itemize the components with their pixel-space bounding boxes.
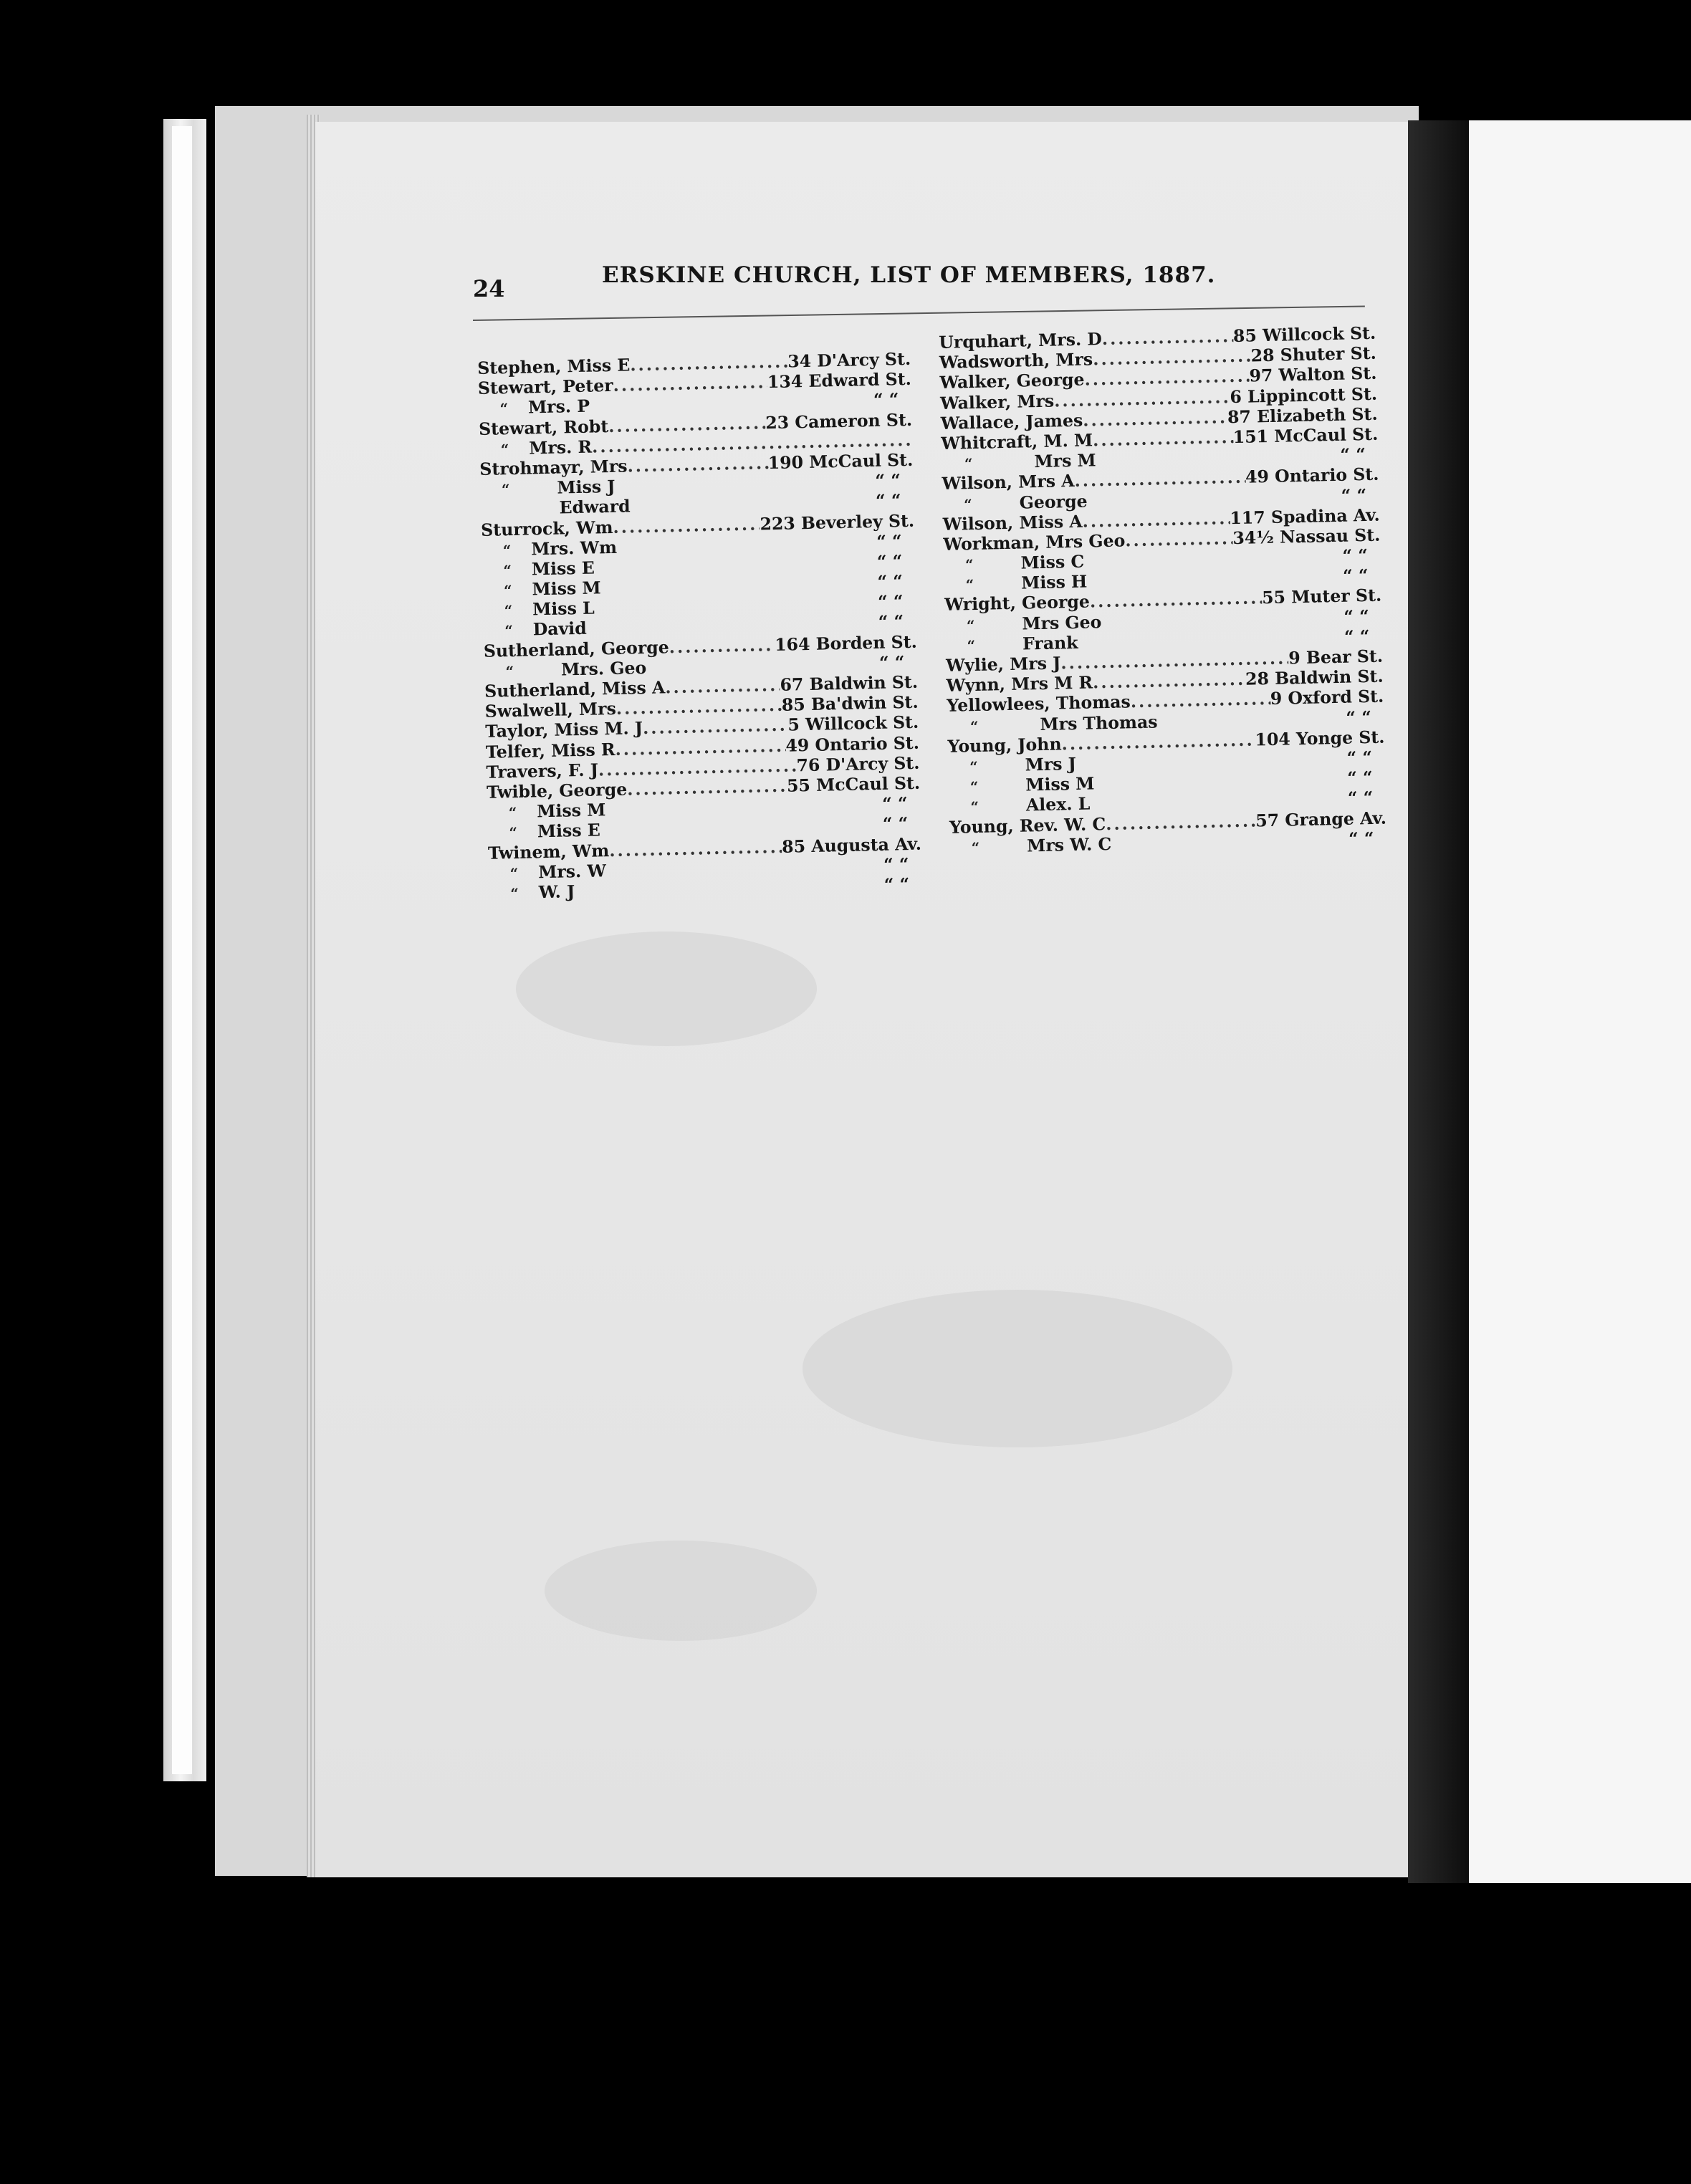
member-name <box>489 881 575 904</box>
member-name-text: Miss M <box>1025 773 1095 795</box>
member-name-text: Young, John <box>947 734 1062 757</box>
facing-page <box>1469 120 1691 1883</box>
member-name <box>488 840 610 863</box>
member-name-text: Wylie, Mrs J <box>945 653 1061 676</box>
members-column-right <box>939 323 1387 858</box>
leader-dots <box>609 836 782 860</box>
member-address: 55 Muter St. <box>1261 585 1382 608</box>
member-address: 85 Ba'dwin St. <box>781 691 919 716</box>
member-address: 151 McCaul St. <box>1232 423 1379 448</box>
member-address: 9 Oxford St. <box>1270 686 1384 709</box>
member-address: “ “ <box>882 813 909 835</box>
member-address: “ “ <box>1347 787 1374 809</box>
member-name-text: Miss E <box>537 820 601 842</box>
member-name <box>488 861 606 884</box>
ditto-mark: “ <box>504 602 513 620</box>
leader-dots <box>1130 689 1270 712</box>
ditto-mark: “ <box>501 481 510 499</box>
member-address: 28 Shuter St. <box>1250 343 1377 366</box>
member-name-text: W. J <box>538 881 575 903</box>
members-column-left <box>477 349 922 904</box>
leader-dots <box>643 715 788 739</box>
leader-dots <box>627 453 768 476</box>
member-name-text: Alex. L <box>1025 793 1091 815</box>
ditto-mark: “ <box>965 576 974 594</box>
member-address: “ “ <box>1343 626 1370 647</box>
ditto-mark: “ <box>971 838 980 856</box>
gutter-shadow <box>1408 120 1469 1883</box>
member-name-text: Walker, George <box>939 369 1085 393</box>
member-name-text: Taylor, Miss M. J <box>485 718 643 742</box>
member-name <box>478 375 613 398</box>
member-name <box>486 760 598 782</box>
member-name-text: Wilson, Mrs A <box>942 471 1075 494</box>
member-name <box>946 653 1061 676</box>
member-address: 28 Baldwin St. <box>1245 666 1384 689</box>
member-name-text: Wilson, Miss A <box>942 511 1083 535</box>
ditto-mark: “ <box>499 400 509 418</box>
leader-dots <box>1093 427 1233 450</box>
member-name-text: George <box>1019 491 1088 513</box>
member-name-text: Mrs J <box>1025 753 1077 775</box>
running-head: ERSKINE CHURCH, LIST OF MEMBERS, 1887. <box>602 262 1216 288</box>
member-name-text: Travers, F. J <box>486 760 599 782</box>
member-name-text: Young, Rev. W. C <box>949 813 1106 838</box>
member-name <box>479 456 628 479</box>
member-address: 49 Ontario St. <box>1245 464 1379 488</box>
member-address: “ “ <box>1347 767 1373 788</box>
member-name <box>942 471 1075 494</box>
member-name <box>483 618 587 641</box>
ditto-mark: “ <box>504 622 514 640</box>
member-name <box>949 834 1111 858</box>
leader-dots <box>1090 588 1263 612</box>
member-address: “ “ <box>1346 707 1372 728</box>
leader-dots <box>665 675 780 698</box>
member-name-text: Stewart, Robt <box>478 416 609 439</box>
member-name-text: Workman, Mrs Geo <box>943 530 1126 555</box>
member-address: 34½ Nassau St. <box>1232 525 1381 548</box>
member-name-text: Wynn, Mrs M R <box>946 672 1093 696</box>
member-name <box>943 511 1083 534</box>
member-name-text: Miss C <box>1020 551 1085 573</box>
member-name-text: Mrs Thomas <box>1040 712 1158 734</box>
member-address: “ “ <box>882 793 908 814</box>
member-name-text: Frank <box>1022 632 1078 654</box>
member-name-text: Telfer, Miss R <box>485 739 615 762</box>
member-address: 190 McCaul St. <box>767 449 914 474</box>
member-name <box>487 780 628 803</box>
member-name <box>939 370 1085 393</box>
member-address: “ “ <box>876 530 903 552</box>
member-address: 223 Beverley St. <box>760 510 915 534</box>
member-name <box>482 537 618 560</box>
ditto-mark: “ <box>970 798 979 816</box>
member-name-text: Mrs. R <box>528 436 593 459</box>
member-name-text: Walker, Mrs <box>939 391 1055 413</box>
leader-dots <box>1082 508 1230 532</box>
member-address: “ “ <box>1342 545 1369 566</box>
leader-dots <box>1061 729 1255 754</box>
leader-dots <box>613 514 760 537</box>
member-name-text: Wadsworth, Mrs <box>939 349 1093 373</box>
ditto-mark: “ <box>510 884 519 903</box>
ditto-mark: “ <box>969 778 979 796</box>
member-name-text: Wallace, James <box>940 410 1083 434</box>
ditto-mark: “ <box>509 824 518 842</box>
member-name-text: Edward <box>559 496 631 518</box>
member-address: “ “ <box>877 571 904 592</box>
member-address: 85 Willcock St. <box>1232 322 1376 347</box>
ditto-mark: “ <box>509 864 519 882</box>
member-address: 134 Edward St. <box>767 368 912 393</box>
member-address: “ “ <box>878 651 905 673</box>
member-name-text: Stephen, Miss E <box>477 355 631 378</box>
ditto-mark: “ <box>503 561 512 580</box>
member-name-text: Mrs. Geo <box>560 657 647 680</box>
member-name-text: Miss J <box>557 476 615 498</box>
leader-dots <box>1083 407 1228 431</box>
member-address: 57 Grange Av. <box>1255 808 1387 831</box>
ditto-mark: “ <box>500 440 509 459</box>
member-address: “ “ <box>1348 828 1374 849</box>
leader-dots <box>669 635 775 657</box>
leader-dots <box>1125 528 1233 550</box>
member-name-text: Yellowlees, Thomas <box>947 691 1131 717</box>
member-address: “ “ <box>1346 747 1373 768</box>
member-address: 104 Yonge St. <box>1255 727 1385 750</box>
member-name <box>946 673 1093 696</box>
member-address: 5 Willcock St. <box>787 712 919 736</box>
member-name <box>484 699 616 722</box>
member-address: “ “ <box>1341 484 1367 506</box>
ditto-mark: “ <box>964 455 973 473</box>
member-name-text: Strohmayr, Mrs <box>479 456 628 479</box>
member-name-text: Mrs M <box>1034 450 1096 472</box>
member-name-text: Mrs. W <box>537 860 607 882</box>
ditto-mark: “ <box>969 757 979 776</box>
leader-dots <box>1102 622 1344 627</box>
member-name <box>947 734 1062 757</box>
member-name-text: Sutherland, George <box>483 636 670 661</box>
member-name-text: Whitcraft, M. M <box>941 430 1093 454</box>
member-name <box>945 612 1102 636</box>
leader-dots <box>627 776 787 800</box>
member-address: 97 Walton St. <box>1249 363 1377 386</box>
member-name-text: Miss M <box>537 800 606 822</box>
member-name-text: David <box>532 618 588 640</box>
member-name-text: Mrs. P <box>527 396 590 418</box>
member-name-text: Sturrock, Wm <box>480 517 613 540</box>
member-address: 164 Borden St. <box>774 631 918 655</box>
member-address: “ “ <box>883 853 909 875</box>
member-address: “ “ <box>1343 605 1370 627</box>
page-number: 24 <box>473 275 505 302</box>
ditto-mark: “ <box>966 616 975 634</box>
member-address: 117 Spadina Av. <box>1230 504 1380 528</box>
member-name-text: Sutherland, Miss A <box>484 677 666 701</box>
member-address: 34 D'Arcy St. <box>787 348 911 372</box>
member-name <box>943 530 1125 555</box>
member-address: “ “ <box>1342 565 1369 587</box>
member-name <box>940 410 1083 434</box>
member-name <box>479 416 609 439</box>
member-name-text: Stewart, Peter <box>477 375 613 399</box>
member-address: 6 Lippincott St. <box>1230 383 1378 407</box>
leader-dots <box>1158 723 1346 727</box>
member-name-text: Miss H <box>1020 571 1088 593</box>
member-address: “ “ <box>878 611 904 633</box>
member-address: 85 Augusta Av. <box>781 833 922 857</box>
page-stack-highlight <box>172 126 192 1774</box>
member-name-text: Swalwell, Mrs <box>484 699 617 722</box>
member-name <box>944 592 1090 616</box>
member-name <box>486 739 615 762</box>
member-address: 87 Elizabeth St. <box>1227 403 1378 427</box>
member-address: 55 McCaul St. <box>786 772 921 796</box>
leader-dots <box>1074 467 1245 491</box>
ditto-mark: “ <box>502 541 512 559</box>
member-name-text: Miss E <box>531 557 595 580</box>
member-address: 23 Cameron St. <box>765 409 913 433</box>
paper-stain <box>545 1541 817 1641</box>
member-address: 67 Baldwin St. <box>780 671 919 695</box>
member-address: 9 Bear St. <box>1288 646 1384 669</box>
paper-stain <box>803 1290 1232 1447</box>
member-address: 49 Ontario St. <box>785 732 920 756</box>
member-name-text: Miss L <box>532 598 595 620</box>
paper-stain <box>516 931 817 1046</box>
member-address: 76 D'Arcy St. <box>796 752 920 776</box>
ditto-mark: “ <box>969 717 979 735</box>
member-address: “ “ <box>875 470 901 492</box>
member-name <box>480 497 631 520</box>
ditto-mark: “ <box>505 662 514 681</box>
member-address: “ “ <box>873 389 899 411</box>
ditto-mark: “ <box>508 804 517 822</box>
leader-dots <box>646 669 879 674</box>
ditto-mark: “ <box>964 556 974 574</box>
ditto-mark: “ <box>963 495 973 513</box>
leader-dots <box>1106 810 1256 834</box>
member-address: “ “ <box>1340 444 1366 465</box>
leader-dots <box>1102 326 1234 349</box>
member-name-text: Miss M <box>532 578 601 600</box>
member-address: “ “ <box>876 551 903 572</box>
ditto-mark: “ <box>967 636 976 655</box>
leader-dots <box>1111 844 1349 849</box>
member-name-text: Twinem, Wm <box>487 840 610 863</box>
member-name-text: Mrs Geo <box>1022 611 1102 634</box>
member-name-text: Urquhart, Mrs. D <box>939 329 1103 353</box>
member-name <box>481 517 613 540</box>
member-address: “ “ <box>883 873 910 895</box>
member-address: “ “ <box>875 490 901 512</box>
member-name-text: Mrs. Wm <box>531 537 618 560</box>
member-name-text: Mrs W. C <box>1026 833 1112 856</box>
member-name <box>940 391 1055 413</box>
ditto-mark: “ <box>503 582 512 600</box>
member-name-text: Twible, George <box>486 779 628 803</box>
member-address: “ “ <box>877 591 904 613</box>
leader-dots <box>613 372 767 396</box>
member-name-text: Wright, George <box>944 591 1091 616</box>
